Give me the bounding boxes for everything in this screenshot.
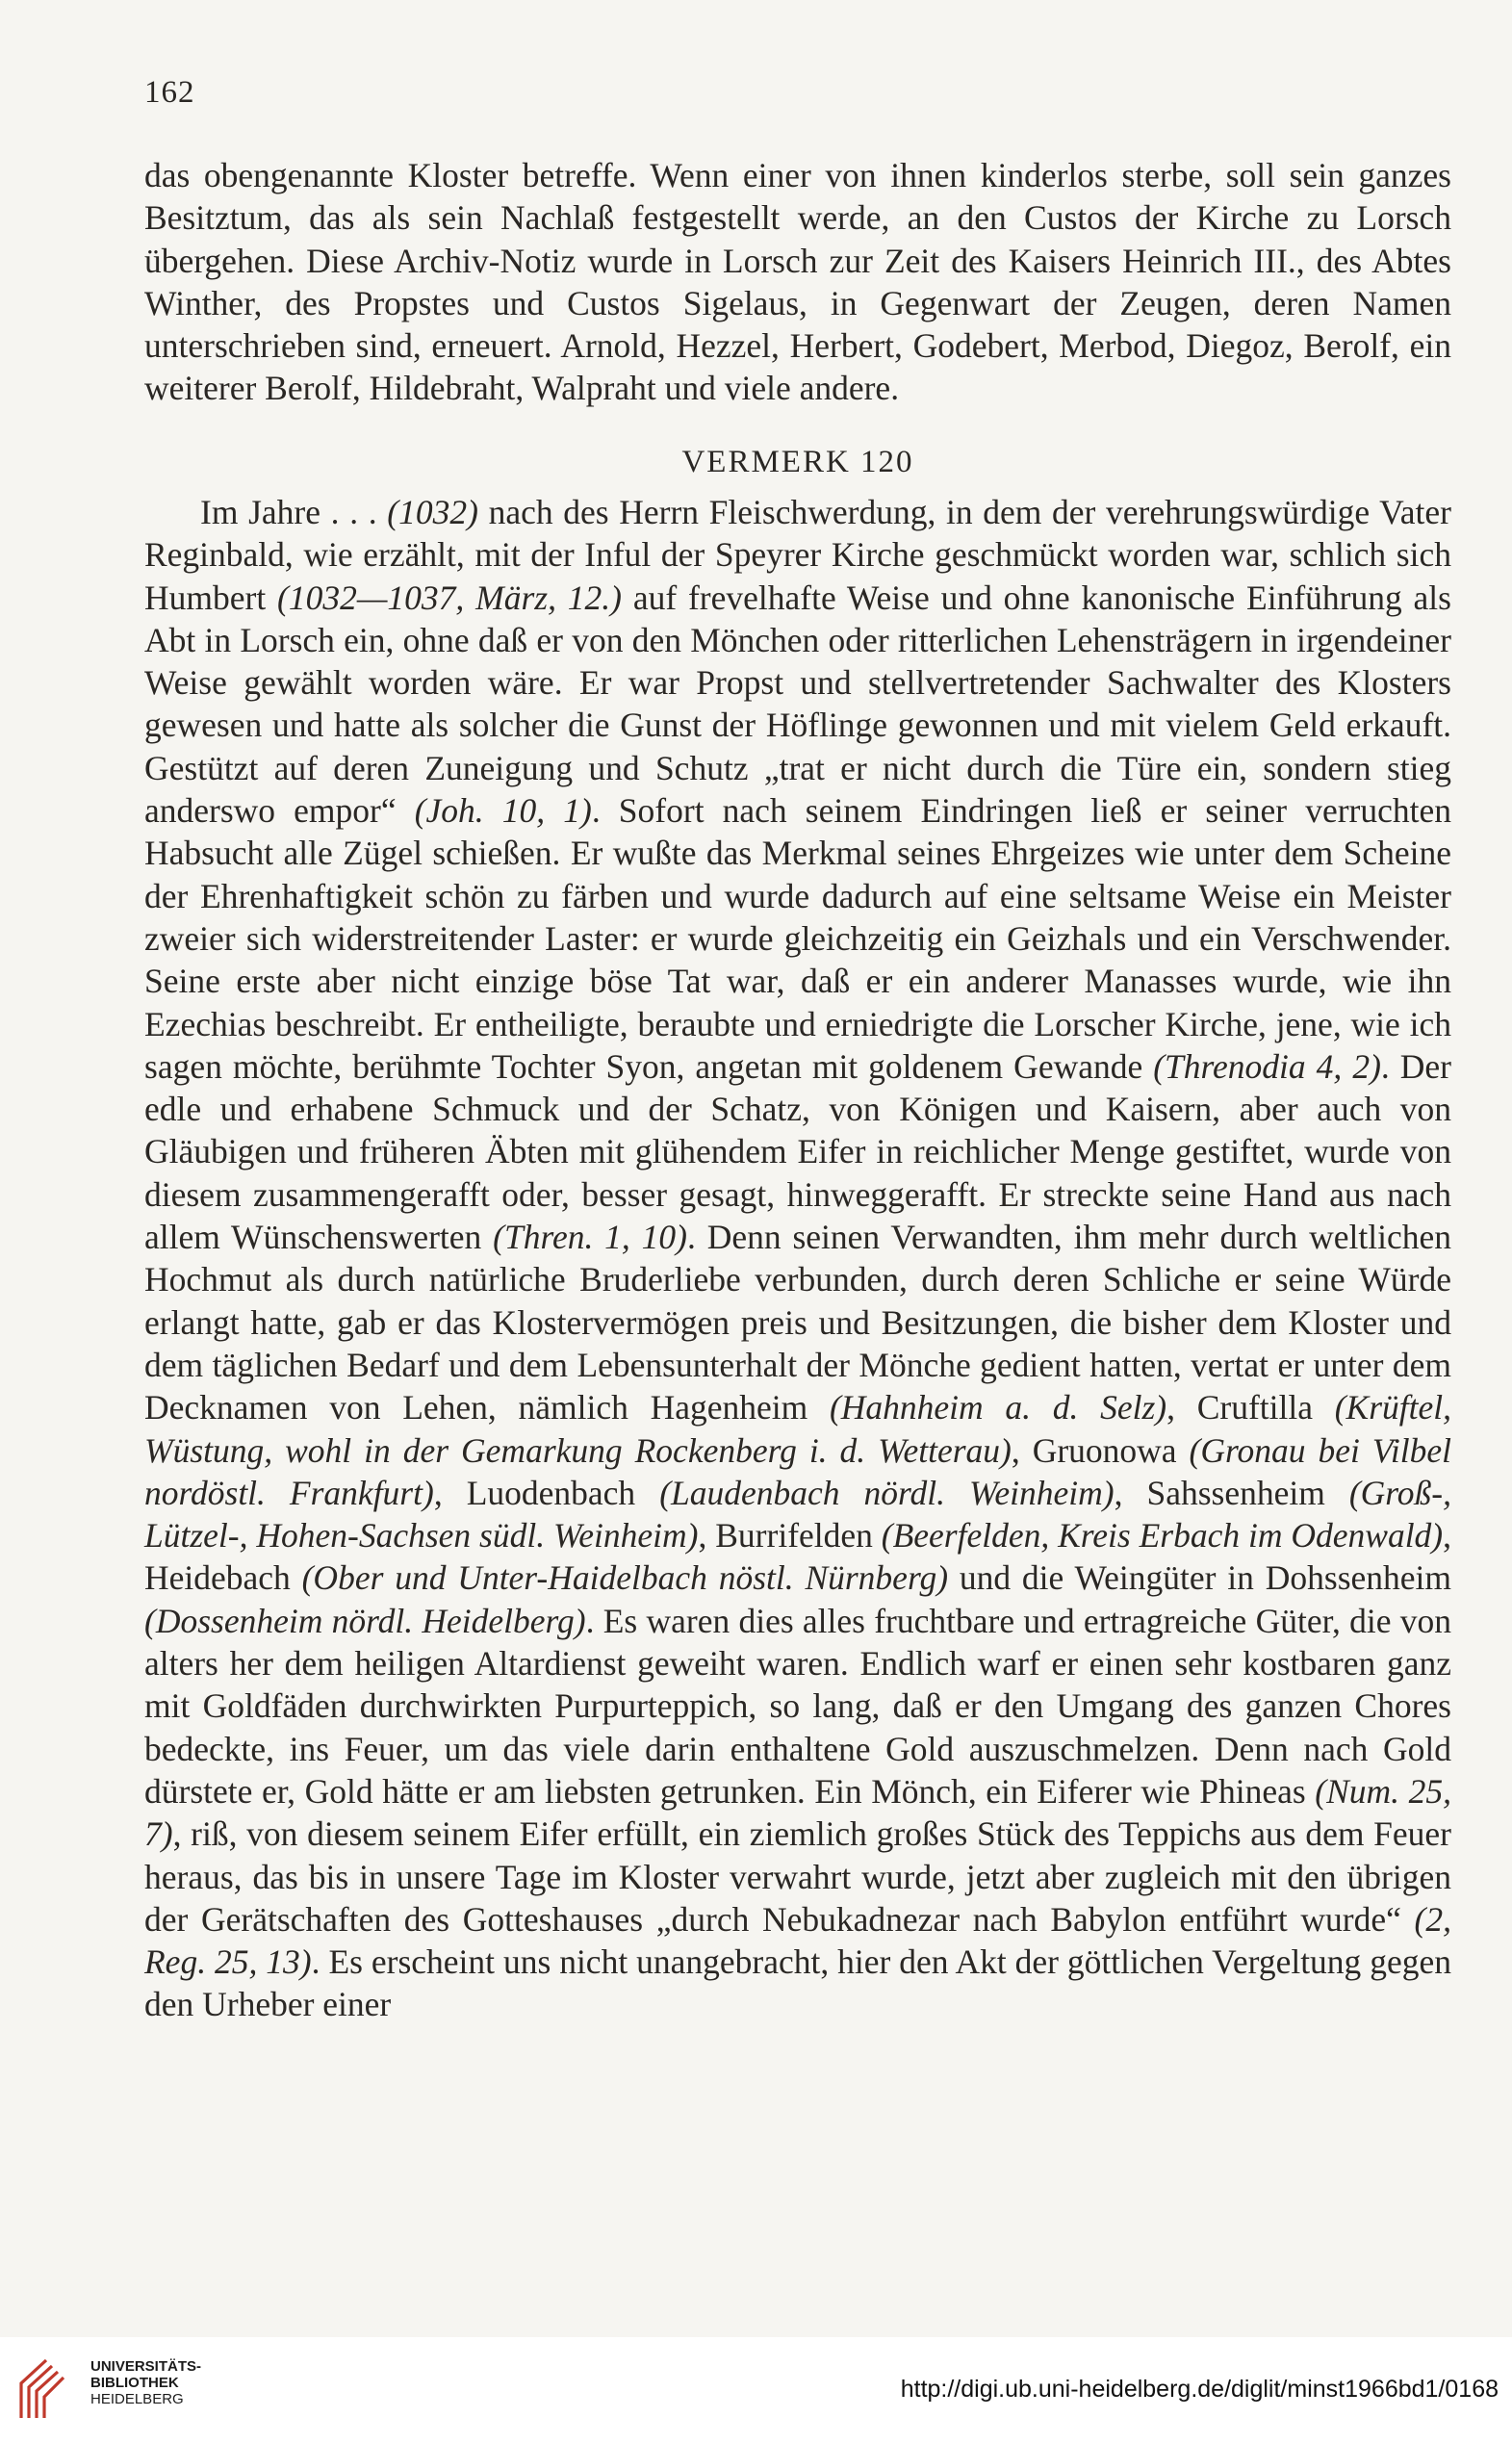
library-line: BIBLIOTHEK: [90, 2375, 179, 2391]
library-line: HEIDELBERG: [90, 2391, 184, 2407]
text-run: nach des Herrn Fleischwerdung, in dem der verehrungswürdige Vater Reginbald, wie erzählt, mit der Inful der Speyrer Kirche geschmückt worden war, schlich sich Humbert: [144, 493, 1451, 617]
section-heading: VERMERK 120: [681, 445, 914, 479]
text-run: . Es erscheint uns nicht unangebracht, hier den Akt der göttlichen Vergeltung gegen den Urheber einer: [144, 1942, 1452, 2024]
text-run: . Denn seinen Verwandten, ihm mehr durch weltlichen Hochmut als durch natürliche Bruderliebe verbunden, durch deren Schliche er seine Würde erlangt hatte, gab er das Klostervermögen preis und Besitzungen, die bisher dem Kloster und dem täglichen Bedarf und dem Lebensunterhalt der Mönche gedient hatten, vertat er unter dem Decknamen von Lehen, nämlich Hagenheim: [144, 1218, 1451, 1427]
intro-paragraph: [144, 154, 1451, 410]
text-run: . Der edle und erhabene Schmuck und der Schatz, von Königen und Kaisern, aber auch von Gläubigen und früheren Äbten mit glühendem Eifer in reichlicher Menge gestiftet, wurde von diesem zusammengerafft oder, besser gesagt, hinweggerafft. Er streckte seine Hand aus nach allem Wünschenswerten: [144, 1046, 1451, 1257]
reference-citation: (Hahnheim a. d. Selz): [829, 1388, 1167, 1427]
text-run: , Burrifelden: [698, 1516, 882, 1556]
ub-heidelberg-logo-icon: [13, 2354, 81, 2424]
reference-citation: (Ober und Unter-Haidelbach nöstl. Nürnberg): [301, 1558, 949, 1598]
text-run: , Luodenbach: [433, 1473, 660, 1512]
reference-citation: (Dossenheim nördl. Heidelberg): [144, 1601, 586, 1640]
footer-bar: [0, 2337, 1512, 2443]
text-run: , Sahssenheim: [1114, 1473, 1349, 1512]
reference-citation: (Beerfelden, Kreis Erbach im Odenwald): [881, 1516, 1444, 1556]
text-run: , Gruonowa: [1011, 1430, 1190, 1470]
intro-paragraph-block: [144, 154, 1451, 410]
text-run: , Cruftilla: [1166, 1388, 1335, 1427]
reference-citation: (Laudenbach nördl. Weinheim): [659, 1473, 1115, 1512]
text-run: , Heidebach: [144, 1516, 1452, 1598]
reference-citation: (1032): [387, 493, 478, 531]
reference-citation: (Gronau bei Vilbel nordöstl. Frankfurt): [144, 1430, 1451, 1512]
text-run: , riß, von diesem seinem Eifer erfüllt, ein ziemlich großes Stück des Teppichs aus dem Feuer heraus, das bis in unsere Tage im Kloster verwahrt wurde, jetzt aber zugleich mit den übrigen der Gerätschaften des Gotteshauses „durch Nebukadnezar nach Babylon entführt wurde“: [144, 1814, 1451, 1939]
reference-citation: (Groß-, Lützel-, Hohen-Sachsen südl. Weinheim): [144, 1473, 1451, 1556]
library-line: UNIVERSITÄTS-: [90, 2358, 202, 2375]
reference-citation: (1032—1037, März, 12.): [277, 578, 622, 617]
reference-citation: (Threnodia 4, 2): [1153, 1046, 1381, 1086]
library-name: [90, 2358, 201, 2407]
text-run: das obengenannte Kloster betreffe. Wenn einer von ihnen kinderlos sterbe, soll sein ganzes Besitztum, das als sein Nachlaß festgestellt werde, an den Custos der Kirche zu Lorsch übergehen. Diese Archiv-Notiz wurde in Lorsch zur Zeit des Kaisers Heinrich III., des Abtes Winther, des Propstes und Custos Sigelaus, in Gegenwart der Zeugen, deren Namen unterschrieben sind, erneuert. Arnold, Hezzel, Herbert, Godebert, Merbod, Diegoz, Berolf, ein weiterer Berolf, Hildebraht, Walpraht und viele andere.: [144, 156, 1451, 408]
text-run: und die Weingüter in Dohssenheim: [948, 1558, 1451, 1598]
reference-citation: (Num. 25, 7): [144, 1771, 1451, 1854]
text-run: . Es waren dies alles fruchtbare und ertragreiche Güter, die von alters her dem heiligen Altardienst geweiht waren. Endlich warf er einen sehr kostbaren ganz mit Goldfäden durchwirkten Purpurteppich, so lang, daß er den Umgang des ganzen Chores bedeckte, ins Feuer, um das viele darin enthaltene Gold auszuschmelzen. Denn nach Gold dürstete er, Gold hätte er am liebsten getrunken. Ein Mönch, ein Eiferer wie Phineas: [144, 1601, 1452, 1811]
text-run: Im Jahre . . .: [200, 493, 388, 531]
text-run: auf frevelhafte Weise und ohne kanonische Einführung als Abt in Lorsch ein, ohne daß er von den Mönchen oder ritterlichen Lehensträgern in irgendeiner Weise gewählt worden wäre. Er war Propst und stellvertretender Sachwalter des Klosters gewesen und hatte als solcher die Gunst der Höflinge gewonnen und mit vielem Geld erkauft. Gestützt auf deren Zuneigung und Schutz „trat er nicht durch die Türe ein, sondern stieg anderswo empor“: [144, 578, 1451, 831]
text-run: . Sofort nach seinem Eindringen ließ er seiner verruchten Habsucht alle Zügel schießen. Er wußte das Merkmal seines Ehrgeizes wie unter dem Scheine der Ehrenhaftigkeit schön zu färben und wurde dadurch auf eine seltsame Weise ein Meister zweier sich widerstreitender Laster: er wurde gleichzeitig ein Geizhals und ein Verschwender. Seine erste aber nicht einzige böse Tat war, daß er ein anderer Manasses wurde, wie ihn Ezechias beschreibt. Er entheiligte, beraubte und erniedrigte die Lorscher Kirche, jene, wie ich sagen möchte, berühmte Tochter Syon, angetan mit goldenem Gewande: [144, 791, 1451, 1086]
reference-citation: (Krüftel, Wüstung, wohl in der Gemarkung Rockenberg i. d. Wetterau): [144, 1388, 1451, 1470]
page-number: 162: [144, 75, 195, 110]
main-paragraph-block: [144, 491, 1451, 2026]
main-paragraph: [144, 491, 1451, 2026]
source-url-link[interactable]: http://digi.ub.uni-heidelberg.de/diglit/minst1966bd1/0168: [900, 2376, 1499, 2403]
reference-citation: (Joh. 10, 1): [414, 791, 592, 831]
reference-citation: (2, Reg. 25, 13): [144, 1899, 1451, 1982]
reference-citation: (Thren. 1, 10): [493, 1218, 687, 1257]
